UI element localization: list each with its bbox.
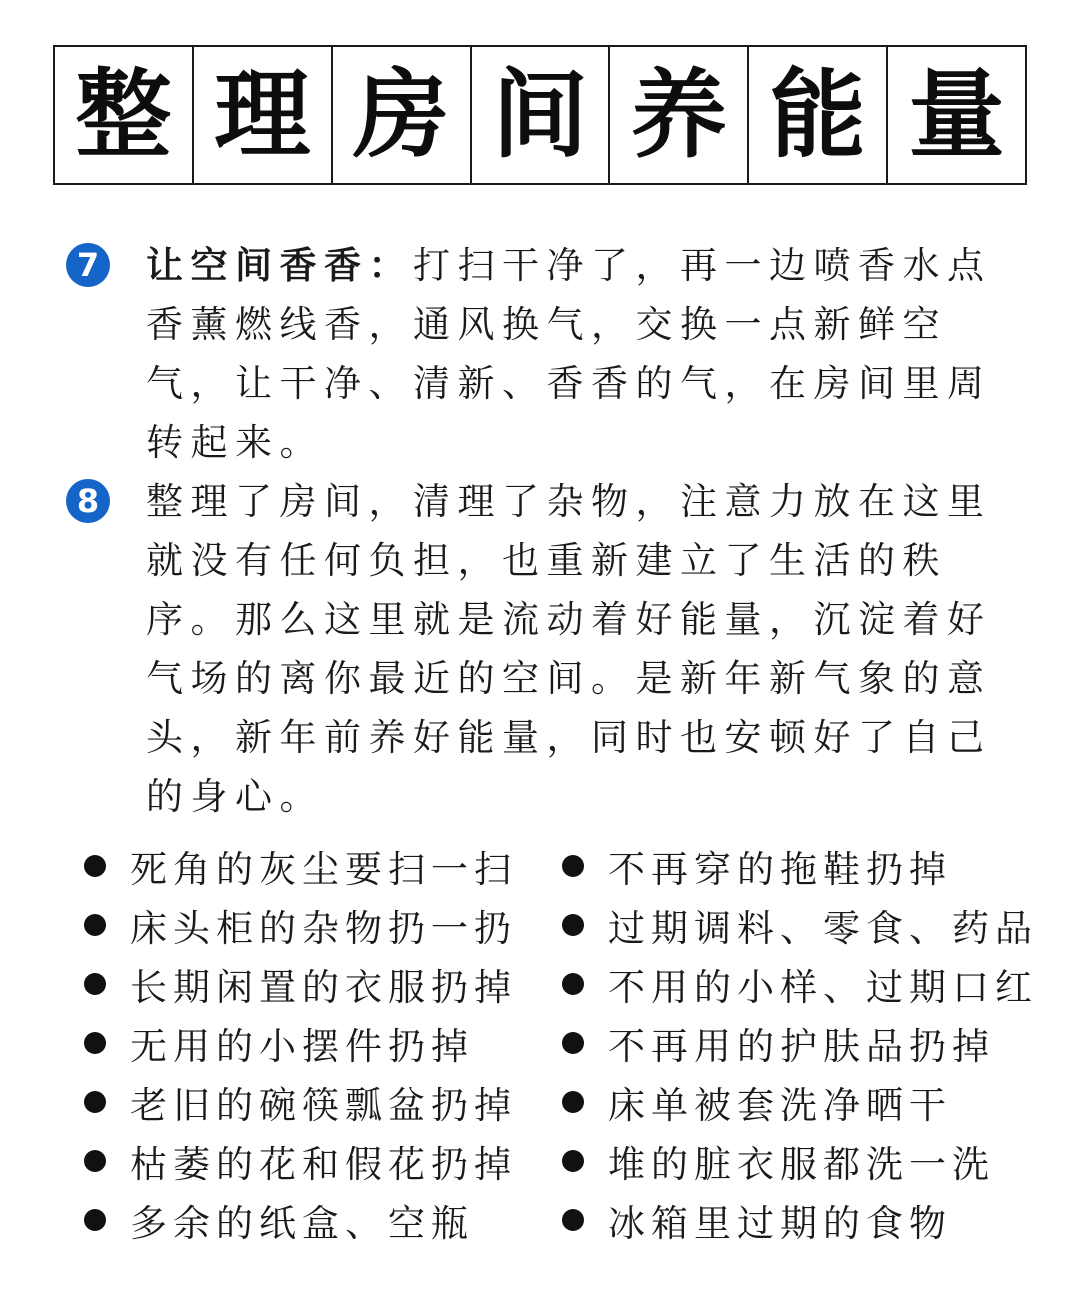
list-item: 冰箱里过期的食物: [562, 1190, 1022, 1249]
tip-text: 整理了房间，清理了杂物，注意力放在这里就没有任何负担，也重新建立了生活的秩序。那么这里就是流动着好能量，沉淀着好气场的离你最近的空间。是新年新气象的意头，新年前养好能量，同时也安顿好了自己的身心。: [146, 480, 992, 818]
list-item: 无用的小摆件扔掉: [84, 1013, 562, 1072]
tip-heading: 让空间香香：: [146, 244, 413, 287]
tip-paragraph: [146, 472, 1026, 826]
bullet-dot-icon: [84, 973, 106, 995]
bullet-dot-icon: [562, 973, 584, 995]
list-item: 长期闲置的衣服扔掉: [84, 954, 562, 1013]
list-item: 多余的纸盒、空瓶: [84, 1190, 562, 1249]
checklist-right-column: [562, 836, 1038, 1249]
title-char: 房: [333, 47, 472, 183]
number-badge: 8: [66, 479, 110, 523]
list-item: 老旧的碗筷瓢盆扔掉: [84, 1072, 562, 1131]
list-item: 不再穿的拖鞋扔掉: [562, 836, 1022, 895]
bullet-dot-icon: [84, 1150, 106, 1172]
tip-text: 打扫干净了，再一边喷香水点香薰燃线香，通风换气，交换一点新鲜空气，让干净、清新、香香的气，在房间里周转起来。: [146, 244, 992, 464]
bullet-dot-icon: [84, 1209, 106, 1231]
list-item: 过期调料、零食、药品: [562, 895, 1022, 954]
bullet-dot-icon: [562, 1150, 584, 1172]
list-item: 床头柜的杂物扔一扔: [84, 895, 562, 954]
bullet-dot-icon: [84, 1032, 106, 1054]
list-item: 死角的灰尘要扫一扫: [84, 836, 562, 895]
bullet-dot-icon: [562, 1032, 584, 1054]
bullet-dot-icon: [562, 855, 584, 877]
title-char: 整: [55, 47, 194, 183]
title-char: 间: [472, 47, 611, 183]
title-char: 量: [908, 59, 1005, 171]
list-item: 不用的小样、过期口红: [562, 954, 1022, 1013]
list-item: 枯萎的花和假花扔掉: [84, 1131, 562, 1190]
bullet-dot-icon: [562, 1209, 584, 1231]
title-char: 养: [610, 47, 749, 183]
title-banner: [53, 45, 1027, 185]
list-item: 床单被套洗净晒干: [562, 1072, 1022, 1131]
bullet-dot-icon: [84, 1091, 106, 1113]
title-char: 理: [194, 47, 333, 183]
bullet-dot-icon: [562, 1091, 584, 1113]
list-item: 堆的脏衣服都洗一洗: [562, 1131, 1022, 1190]
bullet-dot-icon: [84, 855, 106, 877]
checklist-left-column: [84, 836, 562, 1249]
number-badge: 7: [66, 243, 110, 287]
bullet-dot-icon: [84, 914, 106, 936]
list-item: 不再用的护肤品扔掉: [562, 1013, 1022, 1072]
bullet-dot-icon: [562, 914, 584, 936]
tip-paragraph: [146, 236, 1026, 472]
checklist: [84, 836, 1038, 1249]
title-char: 能: [749, 47, 888, 183]
